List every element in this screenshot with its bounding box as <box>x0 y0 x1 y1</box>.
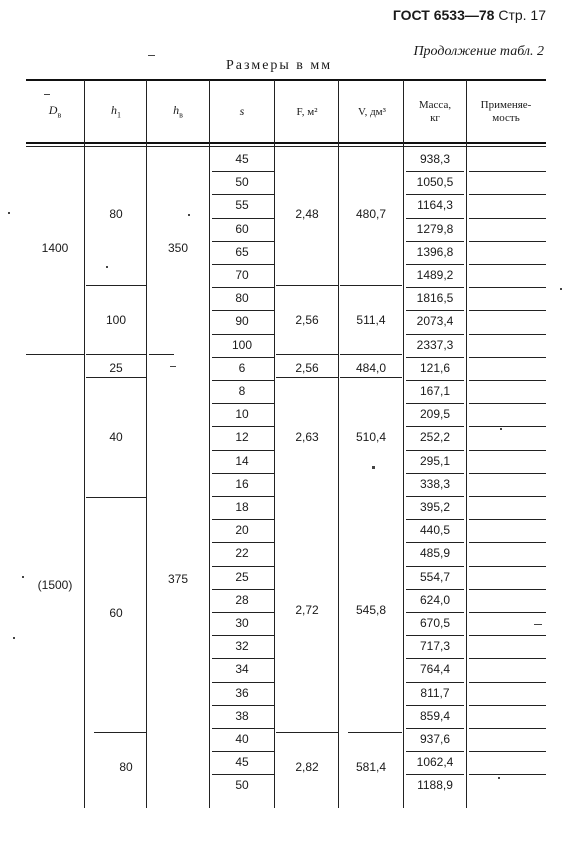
row-rule <box>469 194 546 195</box>
cell-s: 45 <box>235 152 249 166</box>
row-rule <box>212 682 274 683</box>
table-top-rule <box>26 79 546 81</box>
cell-mass: 121,6 <box>419 360 451 375</box>
row-rule <box>406 682 464 683</box>
group-rule <box>340 285 402 286</box>
cell-mass: 670,5 <box>419 616 451 630</box>
group-rule <box>94 732 146 733</box>
cell-s: 50 <box>235 175 249 190</box>
row-rule <box>212 334 274 335</box>
col-header-hb <box>148 104 208 121</box>
row-rule <box>406 218 464 219</box>
cell-mass: 1816,5 <box>416 291 454 306</box>
col-header-db <box>30 104 80 121</box>
row-rule <box>212 287 274 288</box>
row-rule <box>212 473 274 474</box>
row-rule <box>212 357 274 358</box>
cell-s: 25 <box>235 569 249 584</box>
ink-dot <box>8 212 10 214</box>
row-rule <box>469 589 546 590</box>
row-rule <box>469 496 546 497</box>
cell-mass: 1489,2 <box>416 268 454 282</box>
units-caption: Размеры в мм <box>226 58 333 73</box>
cell-s: 14 <box>235 453 249 468</box>
h1-80-a: 80 <box>109 207 123 221</box>
cell-mass: 395,2 <box>419 500 451 514</box>
row-rule <box>406 612 464 613</box>
row-rule <box>469 334 546 335</box>
group-rule <box>340 354 402 355</box>
h1-80-b: 80 <box>119 760 133 774</box>
col-header-app-line1: Применяе- <box>480 99 532 111</box>
row-rule <box>212 635 274 636</box>
row-rule <box>406 171 464 172</box>
row-rule <box>212 310 274 311</box>
v-510-4: 510,4 <box>355 430 387 444</box>
col-header-v: V, дм³ <box>358 106 386 118</box>
row-rule <box>406 403 464 404</box>
row-rule <box>406 357 464 358</box>
row-rule <box>406 658 464 659</box>
cell-mass: 2073,4 <box>416 314 454 329</box>
row-rule <box>469 774 546 775</box>
row-rule <box>469 473 546 474</box>
row-rule <box>469 519 546 520</box>
row-rule <box>212 218 274 219</box>
cell-s: 60 <box>235 221 249 236</box>
group-rule <box>340 377 402 378</box>
cell-mass: 1188,9 <box>417 778 453 793</box>
f-2-56-a: 2,56 <box>295 313 319 327</box>
row-rule <box>469 635 546 636</box>
row-rule <box>469 542 546 543</box>
cell-s: 36 <box>235 685 249 700</box>
col-rule <box>338 80 339 808</box>
row-rule <box>212 241 274 242</box>
cell-mass: 1396,8 <box>416 244 454 259</box>
cell-mass: 1062,4 <box>416 755 454 770</box>
row-rule <box>469 264 546 265</box>
row-rule <box>212 728 274 729</box>
cell-mass: 717,3 <box>419 639 451 654</box>
v-480-7: 480,7 <box>355 207 387 221</box>
db-1400: 1400 <box>41 241 69 255</box>
col-header-mass-line1: Масса, <box>418 99 452 111</box>
v-511-4: 511,4 <box>356 313 386 327</box>
row-rule <box>212 380 274 381</box>
row-rule <box>469 403 546 404</box>
row-rule <box>469 566 546 567</box>
col-header-h1-sub: 1 <box>117 110 121 120</box>
row-rule <box>406 310 464 311</box>
db-1500: (1500) <box>37 578 73 592</box>
cell-mass: 295,1 <box>419 453 451 468</box>
cell-s: 6 <box>238 360 246 375</box>
cell-mass: 938,3 <box>419 152 451 166</box>
cell-s: 34 <box>235 662 249 677</box>
row-rule <box>212 450 274 451</box>
header-bottom-rule-2 <box>26 146 546 147</box>
header-bottom-rule <box>26 142 546 144</box>
ink-dot <box>22 576 24 578</box>
row-rule <box>469 357 546 358</box>
row-rule <box>212 519 274 520</box>
cell-s: 80 <box>235 291 249 306</box>
row-rule <box>212 751 274 752</box>
cell-s: 38 <box>235 708 249 723</box>
row-rule <box>406 705 464 706</box>
row-rule <box>469 682 546 683</box>
hb-350: 350 <box>167 241 189 255</box>
cell-s: 70 <box>235 268 249 282</box>
cell-s: 18 <box>235 500 249 514</box>
col-header-db-sub: в <box>57 110 62 120</box>
col-header-hb-sub: в <box>179 110 183 120</box>
col-header-db-symbol: D <box>48 103 58 117</box>
row-rule <box>469 728 546 729</box>
row-rule <box>406 635 464 636</box>
cell-mass: 554,7 <box>419 569 451 584</box>
row-rule <box>469 287 546 288</box>
h1-25: 25 <box>109 361 123 375</box>
group-rule <box>348 732 402 733</box>
cell-s: 22 <box>235 546 249 561</box>
v-581-4: 581,4 <box>355 760 387 774</box>
cell-s: 28 <box>235 592 249 607</box>
cell-mass: 1164,3 <box>417 198 453 213</box>
ink-dash <box>534 624 542 625</box>
cell-s: 20 <box>235 523 249 538</box>
f-2-72: 2,72 <box>295 603 319 617</box>
group-rule <box>276 354 338 355</box>
row-rule <box>212 566 274 567</box>
cell-s: 32 <box>235 639 249 654</box>
row-rule <box>406 496 464 497</box>
cell-mass: 811,7 <box>420 685 450 700</box>
row-rule <box>212 705 274 706</box>
cell-s: 16 <box>235 476 249 491</box>
ink-dot <box>560 288 562 290</box>
col-header-mass-line2: кг <box>430 112 440 124</box>
ink-dot <box>500 428 502 430</box>
cell-mass: 167,1 <box>419 384 451 398</box>
group-rule <box>276 285 338 286</box>
row-rule <box>469 380 546 381</box>
ink-dot <box>106 266 108 268</box>
row-rule <box>406 728 464 729</box>
row-rule <box>212 403 274 404</box>
col-header-app-line2: мость <box>492 112 520 124</box>
cell-mass: 937,6 <box>419 732 451 746</box>
col-header-hb-symbol: h <box>173 103 180 117</box>
ink-dash <box>44 94 50 95</box>
cell-mass: 1279,8 <box>416 221 454 236</box>
ink-dash <box>170 366 176 367</box>
h1-100: 100 <box>105 313 127 327</box>
f-2-48: 2,48 <box>295 207 319 221</box>
row-rule <box>469 171 546 172</box>
col-header-h1 <box>86 104 146 121</box>
cell-mass: 209,5 <box>419 407 451 422</box>
cell-s: 55 <box>235 198 249 213</box>
row-rule <box>469 612 546 613</box>
hb-375: 375 <box>167 572 189 586</box>
cell-s: 45 <box>235 755 249 770</box>
col-rule <box>466 80 467 808</box>
row-rule <box>406 473 464 474</box>
row-rule <box>212 658 274 659</box>
row-rule <box>469 658 546 659</box>
row-rule <box>212 171 274 172</box>
row-rule <box>406 426 464 427</box>
row-rule <box>406 542 464 543</box>
row-rule <box>212 194 274 195</box>
col-header-f: F, м² <box>296 106 318 118</box>
table-continuation-note: Продолжение табл. 2 <box>413 44 544 59</box>
col-header-s-symbol: s <box>239 104 245 118</box>
group-rule <box>276 732 338 733</box>
row-rule <box>406 241 464 242</box>
cell-mass: 624,0 <box>419 592 451 607</box>
row-rule <box>406 264 464 265</box>
col-header-mass <box>404 99 466 125</box>
col-rule <box>84 80 85 808</box>
ink-dot <box>13 637 15 639</box>
f-2-63: 2,63 <box>295 430 319 444</box>
group-rule <box>276 377 338 378</box>
v-484-0: 484,0 <box>355 361 387 375</box>
row-rule <box>406 380 464 381</box>
col-header-h1-symbol: h <box>111 103 117 117</box>
ink-dash <box>148 55 155 56</box>
row-rule <box>212 612 274 613</box>
group-rule <box>86 497 146 498</box>
f-2-82: 2,82 <box>295 760 319 774</box>
row-rule <box>406 334 464 335</box>
cell-s: 12 <box>235 430 249 445</box>
cell-mass: 440,5 <box>419 523 451 538</box>
cell-s: 100 <box>231 337 253 352</box>
row-rule <box>212 542 274 543</box>
row-rule <box>406 287 464 288</box>
row-rule <box>469 218 546 219</box>
cell-s: 8 <box>238 384 246 398</box>
ink-dot <box>372 466 375 469</box>
col-header-s <box>210 105 274 118</box>
v-545-8: 545,8 <box>355 603 387 617</box>
page-header <box>393 7 546 23</box>
cell-mass: 859,4 <box>419 708 451 723</box>
h1-40: 40 <box>109 430 123 444</box>
f-2-56-b: 2,56 <box>295 361 319 375</box>
page-number: Стр. 17 <box>498 7 546 23</box>
row-rule <box>469 241 546 242</box>
row-rule <box>212 264 274 265</box>
group-rule <box>26 354 84 355</box>
col-header-application <box>466 99 546 125</box>
cell-s: 10 <box>235 407 249 422</box>
cell-s: 50 <box>235 778 249 793</box>
row-rule <box>406 450 464 451</box>
cell-mass: 2337,3 <box>416 337 454 352</box>
row-rule <box>212 496 274 497</box>
row-rule <box>406 194 464 195</box>
row-rule <box>469 450 546 451</box>
cell-s: 65 <box>235 244 249 259</box>
row-rule <box>212 589 274 590</box>
standard-number: ГОСТ 6533—78 <box>392 7 495 23</box>
row-rule <box>406 566 464 567</box>
cell-s: 90 <box>235 314 249 329</box>
row-rule <box>212 426 274 427</box>
row-rule <box>406 519 464 520</box>
cell-mass: 252,2 <box>419 430 451 445</box>
cell-s: 30 <box>235 616 249 630</box>
group-rule <box>86 285 146 286</box>
row-rule <box>469 310 546 311</box>
cell-mass: 1050,5 <box>416 175 454 190</box>
cell-mass: 764,4 <box>419 662 451 677</box>
cell-mass: 338,3 <box>419 476 451 491</box>
ink-dot <box>498 777 500 779</box>
group-rule <box>149 354 174 355</box>
row-rule <box>406 774 464 775</box>
group-rule <box>86 354 146 355</box>
row-rule <box>469 426 546 427</box>
col-rule <box>274 80 275 808</box>
row-rule <box>406 589 464 590</box>
row-rule <box>469 705 546 706</box>
cell-mass: 485,9 <box>419 546 451 561</box>
group-rule <box>86 377 146 378</box>
cell-s: 40 <box>235 732 249 746</box>
h1-60: 60 <box>109 606 123 620</box>
row-rule <box>212 774 274 775</box>
row-rule <box>406 751 464 752</box>
ink-dot <box>188 214 190 216</box>
row-rule <box>469 751 546 752</box>
col-rule <box>146 80 147 808</box>
